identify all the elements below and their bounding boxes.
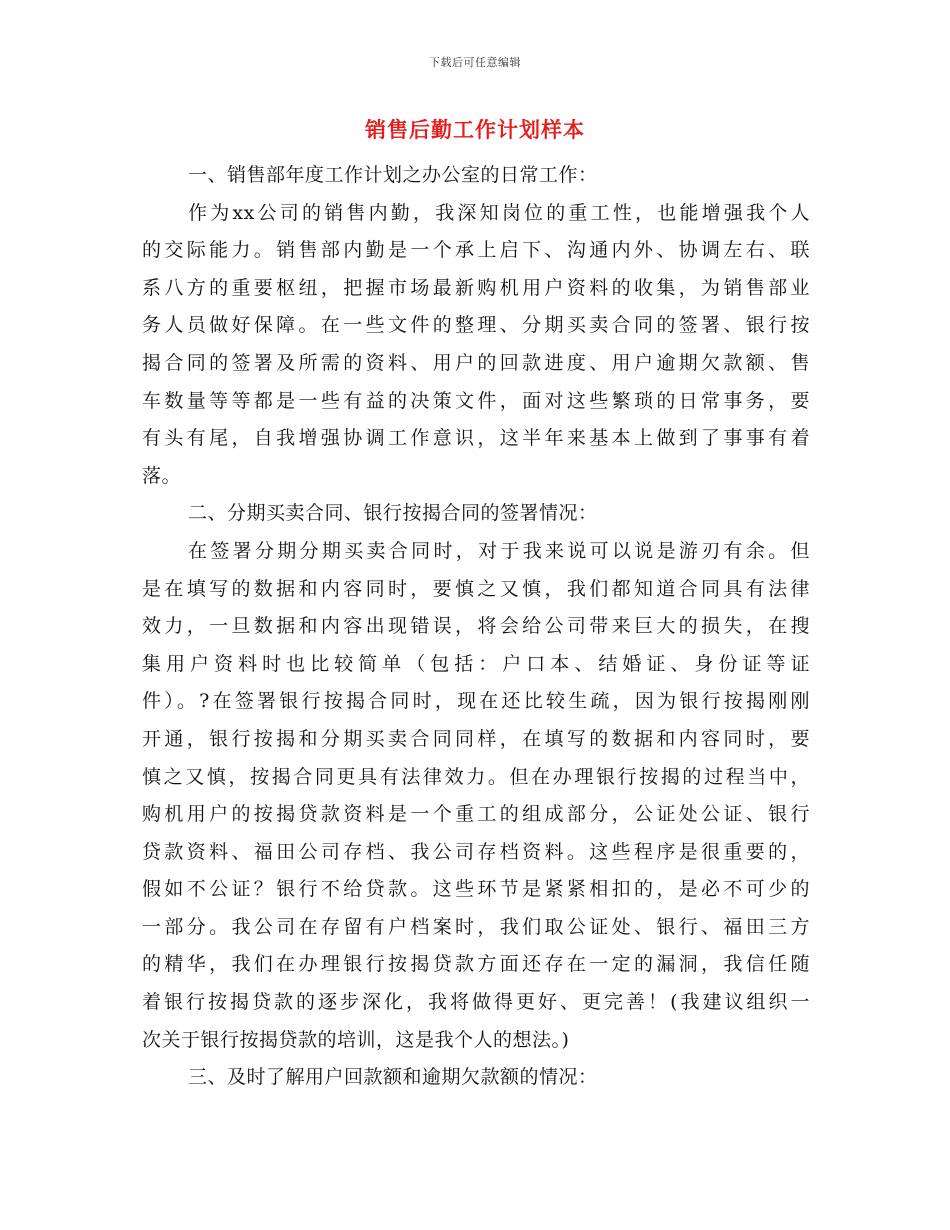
body-text-line: 在签署分期分期买卖合同时，对于我来说可以说是游刃有余。但: [188, 539, 810, 562]
body-text-line: 是在填写的数据和内容同时，要慎之又慎，我们都知道合同具有法律: [142, 577, 810, 600]
body-text-line: 购机用户的按揭贷款资料是一个重工的组成部分，公证处公证、银行: [142, 803, 810, 826]
body-text-line: 作为xx公司的销售内勤，我深知岗位的重工性，也能增强我个人: [188, 201, 810, 224]
body-text-line: 车数量等等都是一些有益的决策文件，面对这些繁琐的日常事务，要: [142, 389, 810, 412]
document-title: 销售后勤工作计划样本: [365, 118, 585, 142]
page-header: 下载后可任意编辑: [429, 56, 521, 69]
body-text-line: 次关于银行按揭贷款的培训，这是我个人的想法。): [142, 1028, 570, 1051]
body-text-line: 二、分期买卖合同、银行按揭合同的签署情况：: [188, 502, 598, 525]
body-text-line: 三、及时了解用户回款额和逾期欠款额的情况：: [188, 1066, 598, 1089]
body-text-line: 一、销售部年度工作计划之办公室的日常工作：: [188, 164, 598, 186]
body-text-line: 有头有尾，自我增强协调工作意识，这半年来基本上做到了事事有着: [142, 427, 810, 450]
body-text-line: 开通，银行按揭和分期买卖合同同样，在填写的数据和内容同时，要: [142, 727, 810, 750]
body-text-line: 务人员做好保障。在一些文件的整理、分期买卖合同的签署、银行按: [142, 314, 810, 337]
body-text-line: 系八方的重要枢纽，把握市场最新购机用户资料的收集，为销售部业: [142, 276, 810, 299]
body-text-line: 贷款资料、福田公司存档、我公司存档资料。这些程序是很重要的，: [142, 840, 810, 863]
body-text-line: 假如不公证？银行不给贷款。这些环节是紧紧相扣的，是必不可少的: [142, 878, 810, 901]
body-text-line: 一部分。我公司在存留有户档案时，我们取公证处、银行、福田三方: [142, 915, 810, 938]
body-text-line: 的交际能力。销售部内勤是一个承上启下、沟通内外、协调左右、联: [142, 239, 810, 262]
body-text-line: 揭合同的签署及所需的资料、用户的回款进度、用户逾期欠款额、售: [142, 351, 810, 374]
document-body: [142, 157, 810, 1097]
body-text-line: 落。: [142, 464, 182, 487]
body-text-line: 集用户资料时也比较简单（包括：户口本、结婚证、身份证等证: [142, 652, 810, 675]
body-text-line: 效力，一旦数据和内容出现错误，将会给公司带来巨大的损失，在搜: [142, 615, 810, 638]
body-text-line: 着银行按揭贷款的逐步深化，我将做得更好、更完善！(我建议组织一: [142, 991, 810, 1014]
body-text-line: 件）。?在签署银行按揭合同时，现在还比较生疏，因为银行按揭刚刚: [142, 690, 810, 713]
body-text-line: 的精华，我们在办理银行按揭贷款方面还存在一定的漏洞，我信任随: [142, 953, 810, 976]
body-text-line: 慎之又慎，按揭合同更具有法律效力。但在办理银行按揭的过程当中，: [142, 765, 810, 788]
